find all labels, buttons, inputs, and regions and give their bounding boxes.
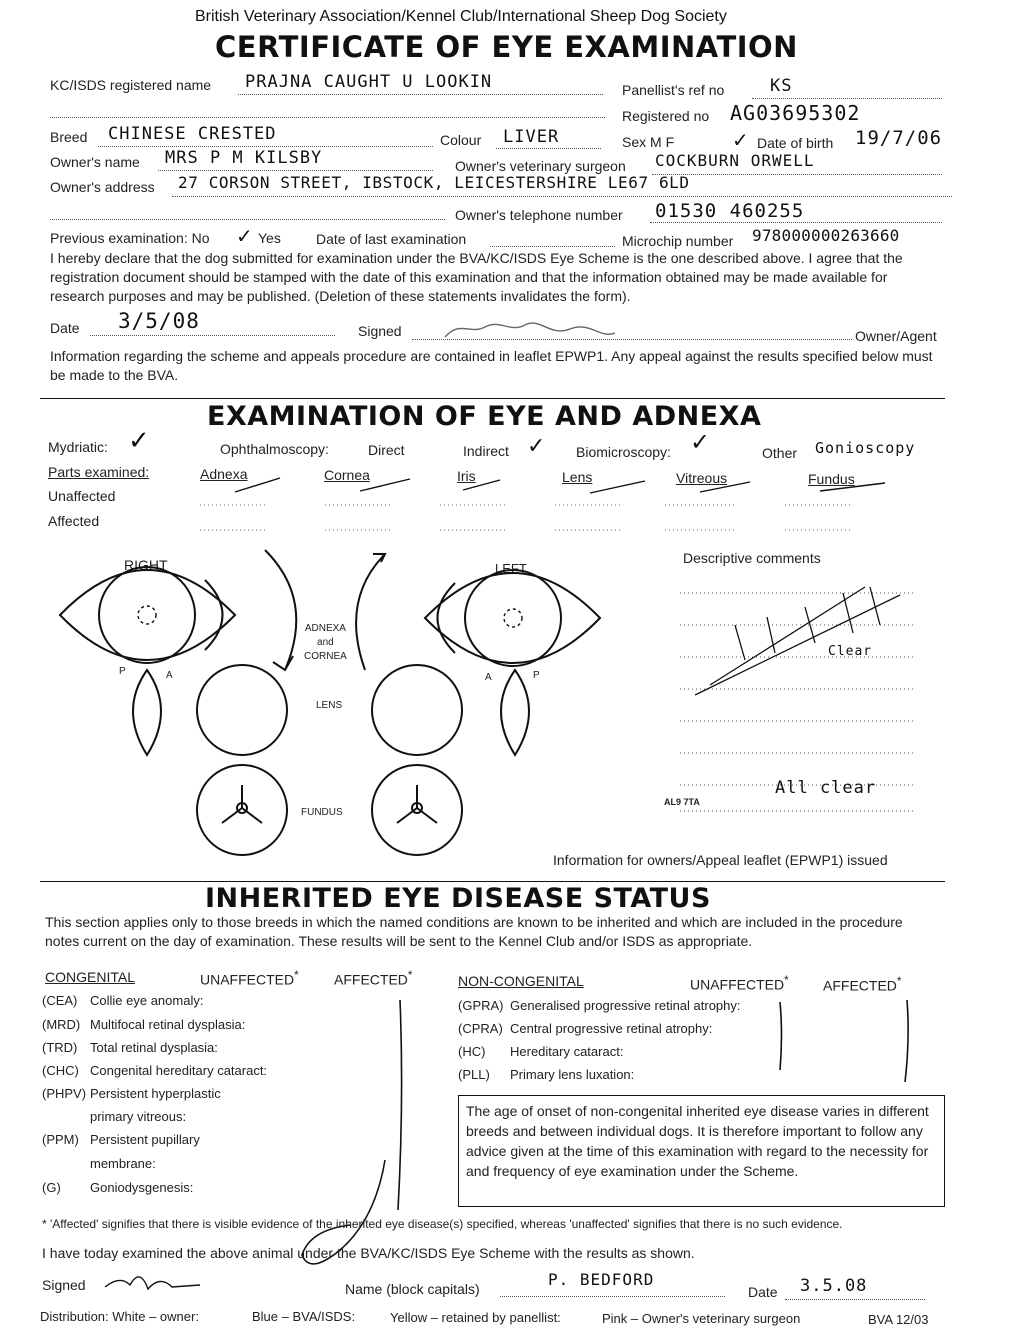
congenital-unaffected-heading: UNAFFECTED* (200, 969, 299, 988)
owner-name-value: MRS P M KILSBY (165, 148, 323, 168)
congenital-heading: CONGENITAL (45, 969, 135, 985)
part-vitreous: Vitreous (676, 470, 728, 486)
reg-name-value: PRAJNA CAUGHT U LOOKIN (245, 72, 493, 92)
congenital-name-phpv-cont: primary vitreous: (90, 1109, 187, 1124)
congenital-name-trd: Total retinal dysplasia: (90, 1040, 218, 1055)
biomicroscopy-label: Biomicroscopy: (576, 444, 671, 460)
left-eye-label: LEFT (495, 561, 527, 576)
right-a-label: A (166, 670, 173, 681)
left-a-label: A (485, 672, 492, 683)
owner-address-value: 27 CORSON STREET, IBSTOCK, LEICESTERSHIRE LE67 6LD (178, 173, 690, 192)
part-cornea: Cornea (324, 467, 370, 483)
part-lens: Lens (562, 469, 593, 485)
declaration-signed-label: Signed (358, 323, 402, 339)
examiner-name-label: Name (block capitals) (345, 1281, 480, 1297)
declaration-date-value: 3/5/08 (118, 309, 200, 333)
breed-value: CHINESE CRESTED (108, 124, 277, 144)
adnexa-cornea-label: ADNEXA and CORNEA (304, 623, 347, 662)
owner-signature (440, 315, 620, 347)
unaffected-row-label: Unaffected (48, 488, 116, 504)
noncongenital-unaffected-heading: UNAFFECTED* (690, 974, 789, 993)
examiner-signed-label: Signed (42, 1277, 86, 1293)
exam-title: EXAMINATION OF EYE AND ADNEXA (207, 401, 762, 432)
panellist-ref-value: KS (770, 76, 793, 96)
distribution-blue: Blue – BVA/ISDS: (252, 1309, 356, 1324)
parts-examined-label: Parts examined: (48, 464, 150, 480)
other-value: Gonioscopy (815, 439, 916, 457)
examiner-declaration: I have today examined the above animal under the BVA/KC/ISDS Eye Scheme with the results as shown. (42, 1245, 695, 1261)
reg-no-value: AG03695302 (730, 101, 861, 125)
congenital-code-trd: (TRD) (42, 1040, 78, 1055)
part-fundus: Fundus (808, 471, 855, 487)
congenital-name-ppm: Persistent pupillary (90, 1132, 200, 1147)
right-eye-label: RIGHT (124, 557, 168, 573)
mydriatic-label: Mydriatic: (48, 439, 108, 455)
part-iris: Iris (457, 468, 476, 484)
appeal-info: Information regarding the scheme and appeals procedure are contained in leaflet EPWP1. Any appeal against the results specified below must be made to the BVA. (50, 348, 933, 383)
congenital-name-cea: Collie eye anomaly: (90, 993, 204, 1008)
congenital-code-ppm: (PPM) (42, 1132, 79, 1147)
owner-agent-label: Owner/Agent (855, 328, 937, 344)
noncongenital-code-gpra: (GPRA) (458, 998, 504, 1013)
descriptive-comments-label: Descriptive comments (683, 550, 821, 566)
organisation-header: British Veterinary Association/Kennel Club/International Sheep Dog Society (195, 8, 727, 25)
certificate-title: CERTIFICATE OF EYE EXAMINATION (215, 30, 798, 64)
dob-label: Date of birth (757, 135, 834, 151)
parts-examined-grid (195, 475, 895, 535)
noncongenital-name-gpra: Generalised progressive retinal atrophy: (510, 998, 741, 1013)
declaration-date-label: Date (50, 320, 80, 336)
phone-label: Owner's telephone number (455, 207, 623, 223)
noncongenital-name-pll: Primary lens luxation: (510, 1067, 635, 1082)
comment-all-clear: All clear (775, 778, 877, 798)
distribution-yellow: Yellow – retained by panellist: (390, 1310, 561, 1325)
microchip-value: 978000000263660 (752, 226, 900, 245)
sex-label: Sex M F (622, 134, 675, 150)
congenital-name-g: Goniodysgenesis: (90, 1180, 194, 1195)
leaflet-issued-label: Information for owners/Appeal leaflet (EPWP1) issued (553, 852, 888, 868)
panellist-ref-label: Panellist's ref no (622, 82, 725, 98)
form-code: BVA 12/03 (868, 1312, 929, 1327)
microchip-label: Microchip number (622, 233, 734, 249)
previous-exam-checkmark: ✓ (236, 226, 253, 248)
congenital-code-cea: (CEA) (42, 993, 78, 1008)
other-label: Other (762, 445, 798, 461)
affected-row-label: Affected (48, 513, 100, 529)
distribution-white: Distribution: White – owner: (40, 1309, 199, 1324)
noncongenital-affected-heading: AFFECTED* (823, 975, 902, 994)
onset-info-box (458, 1095, 945, 1207)
previous-exam-yes: Yes (258, 230, 281, 246)
vet-value: COCKBURN ORWELL (655, 151, 815, 170)
examiner-date-label: Date (748, 1284, 778, 1300)
indirect-label: Indirect (463, 443, 509, 459)
fundus-label: FUNDUS (301, 807, 343, 818)
reg-no-label: Registered no (622, 108, 710, 124)
status-title: INHERITED EYE DISEASE STATUS (205, 883, 711, 914)
last-exam-label: Date of last examination (316, 231, 467, 247)
owner-declaration: I hereby declare that the dog submitted for examination under the BVA/KC/ISDS Eye Scheme is the one described above. I agree that the registration document should be stamped with the date of this examination and that the information obtained may be made available for research purposes and may be published. (Deletion of these statements invalidates the form). (50, 250, 903, 304)
practice-stamp: AL9 7TA (664, 797, 700, 807)
owner-name-label: Owner's name (50, 154, 140, 170)
reg-name-label: KC/ISDS registered name (50, 77, 212, 93)
lens-label: LENS (316, 700, 343, 711)
examiner-date-value: 3.5.08 (800, 1276, 868, 1296)
non-congenital-heading: NON-CONGENITAL (458, 973, 584, 989)
vet-label: Owner's veterinary surgeon (455, 158, 626, 174)
congenital-name-mrd: Multifocal retinal dysplasia: (90, 1017, 246, 1032)
ophthalmoscopy-label: Ophthalmoscopy: (220, 441, 329, 457)
mydriatic-checkmark: ✓ (128, 425, 150, 455)
congenital-code-g: (G) (42, 1180, 61, 1195)
biomicroscopy-checkmark: ✓ (690, 429, 711, 456)
part-adnexa: Adnexa (200, 466, 248, 482)
indirect-checkmark: ✓ (527, 433, 546, 458)
congenital-name-ppm-cont: membrane: (90, 1156, 156, 1171)
onset-info-text: The age of onset of non-congenital inherited eye disease varies in different breeds and between individual dogs. It is therefore important to follow any advice given at the time of this examination with regard to the necessity for and frequency of eye examination under the Scheme. (466, 1103, 929, 1179)
affected-footnote: * 'Affected' signifies that there is visible evidence of the inherited eye disease(s) specified, whereas 'unaffected' signifies that there is no such evidence. (42, 1217, 843, 1231)
colour-label: Colour (440, 132, 482, 148)
status-intro: This section applies only to those breeds in which the named conditions are known to be inherited and which are included in the procedure notes current on the day of examination. These results will be sent to the Kennel Club and/or ISDS as appropriate. (45, 914, 903, 949)
dob-value: 19/7/06 (855, 127, 943, 149)
congenital-name-chc: Congenital hereditary cataract: (90, 1063, 268, 1078)
distribution-pink: Pink – Owner's veterinary surgeon (602, 1311, 801, 1326)
examiner-name-value: P. BEDFORD (548, 1270, 655, 1289)
phone-value: 01530 460255 (655, 200, 805, 222)
owner-address-label: Owner's address (50, 179, 155, 195)
breed-label: Breed (50, 129, 88, 145)
examiner-signature (100, 1265, 220, 1295)
sex-female-checkmark: ✓ (732, 130, 749, 152)
noncongenital-name-hc: Hereditary cataract: (510, 1044, 624, 1059)
comment-clear: Clear (828, 644, 873, 659)
congenital-code-mrd: (MRD) (42, 1017, 81, 1032)
noncongenital-name-cpra: Central progressive retinal atrophy: (510, 1021, 713, 1036)
right-p-label: P (119, 666, 126, 677)
eye-diagrams (55, 540, 655, 860)
congenital-code-phpv: (PHPV) (42, 1086, 87, 1101)
noncongenital-code-pll: (PLL) (458, 1067, 490, 1082)
congenital-affected-heading: AFFECTED* (334, 969, 413, 988)
colour-value: LIVER (503, 127, 560, 147)
left-p-label: P (533, 670, 540, 681)
congenital-name-phpv: Persistent hyperplastic (90, 1086, 221, 1101)
noncongenital-code-cpra: (CPRA) (458, 1021, 503, 1036)
previous-exam-label: Previous examination: No (50, 230, 210, 246)
direct-label: Direct (368, 442, 405, 458)
noncongenital-code-hc: (HC) (458, 1044, 486, 1059)
congenital-code-chc: (CHC) (42, 1063, 79, 1078)
